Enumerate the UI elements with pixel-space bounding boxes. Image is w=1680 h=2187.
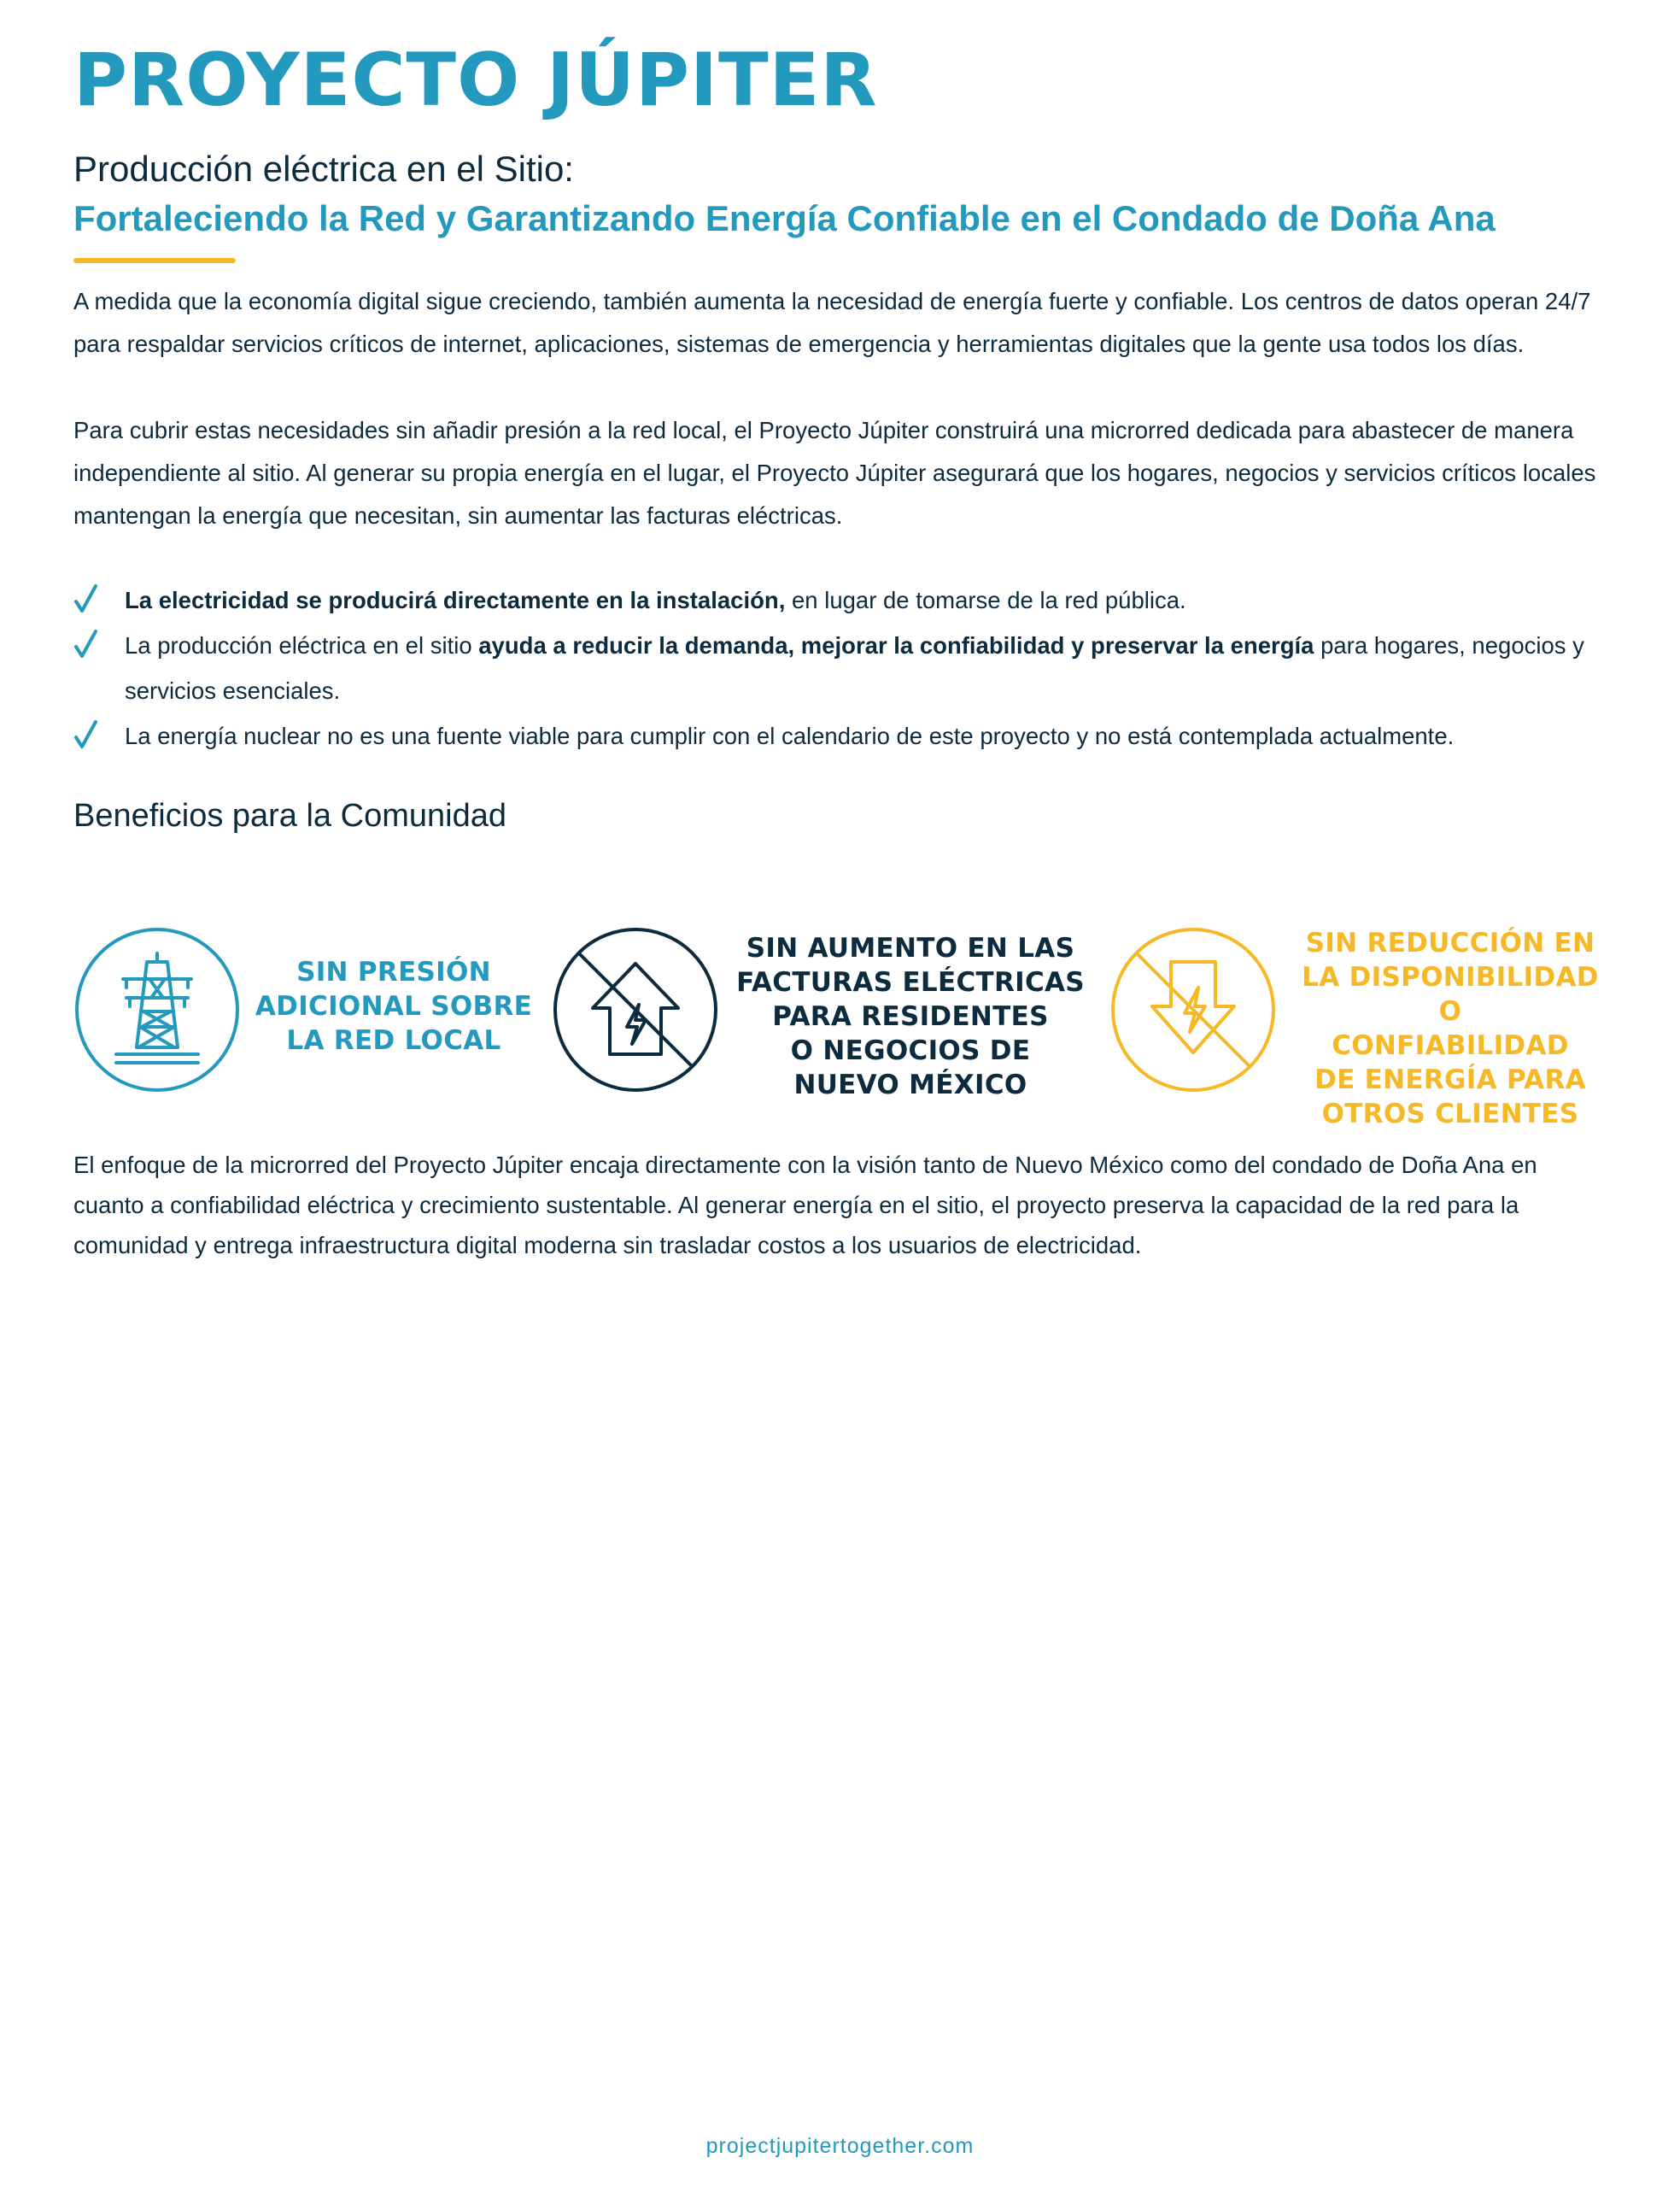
checklist-item-text: La energía nuclear no es una fuente viable para cumplir con el calendario de este proyecto y no está contemplada actualmente. bbox=[125, 722, 1455, 749]
benefits-row bbox=[73, 926, 1611, 1129]
checklist-item-bold: ayuda a reducir la demanda, mejorar la confiabilidad y preservar la energía bbox=[478, 631, 1314, 659]
document-page bbox=[73, 38, 1611, 1258]
subtitle-line-1: Producción eléctrica en el Sitio: bbox=[73, 148, 574, 189]
checklist-item bbox=[73, 578, 1611, 623]
benefit-label-1: SIN PRESIÓN ADICIONAL SOBRE LA RED LOCAL bbox=[255, 957, 533, 1056]
power-tower-icon bbox=[73, 926, 241, 1094]
footer-url[interactable]: projectjupitertogether.com bbox=[705, 2134, 975, 2158]
page-title: PROYECTO JÚPITER bbox=[73, 38, 878, 123]
checklist-item-text: para hogares, negocios y servicios esenciales. bbox=[125, 631, 1584, 704]
checklist-item bbox=[73, 623, 1611, 713]
checklist-item bbox=[73, 713, 1611, 759]
benefit-label-3: SIN REDUCCIÓN EN LA DISPONIBILIDAD O CONFIABILIDAD DE ENERGÍA PARA OTROS CLIENTES bbox=[1302, 928, 1599, 1129]
benefit-label-2: SIN AUMENTO EN LAS FACTURAS ELÉCTRICAS PARA RESIDENTES O NEGOCIOS DE NUEVO MÉXICO bbox=[736, 933, 1085, 1100]
checklist-item-text: La producción eléctrica en el sitio bbox=[125, 631, 479, 659]
checklist-item-text: en lugar de tomarse de la red pública. bbox=[785, 586, 1186, 613]
intro-paragraph-1: A medida que la economía digital sigue creciendo, también aumenta la necesidad de energía fuerte y confiable. Los centros de datos operan 24/7 para respaldar servicios críticos de internet, aplicaciones, sistemas de emergencia y herramientas digitales que la gente usa todos los días. bbox=[73, 287, 1591, 357]
checklist bbox=[73, 578, 1611, 759]
no-energy-reduction-icon bbox=[1109, 926, 1277, 1094]
intro-paragraph-2: Para cubrir estas necesidades sin añadir presión a la red local, el Proyecto Júpiter construirá una microrred dedicada para abastecer de manera independiente al sitio. Al generar su propia energía en el lugar, el Proyecto Júpiter asegurará que los hogares, negocios y servicios críticos locales mantengan la energía que necesitan, sin aumentar las facturas eléctricas. bbox=[73, 416, 1596, 529]
checklist-item-bold: La electricidad se producirá directamente en la instalación, bbox=[125, 586, 786, 613]
checkmark-icon bbox=[73, 628, 99, 662]
closing-paragraph: El enfoque de la microrred del Proyecto Júpiter encaja directamente con la visión tanto de Nuevo México como del condado de Doña Ana en cuanto a confiabilidad eléctrica y crecimiento sustentable. Al generar energía en el sitio, el proyecto preserva la capacidad de la red para la comunidad y entrega infraestructura digital moderna sin trasladar costos a los usuarios de electricidad. bbox=[73, 1152, 1537, 1258]
checkmark-icon bbox=[73, 583, 99, 617]
no-house-bill-increase-icon bbox=[552, 926, 719, 1094]
checkmark-icon bbox=[73, 718, 99, 753]
accent-rule bbox=[73, 258, 236, 263]
benefits-heading: Beneficios para la Comunidad bbox=[73, 797, 506, 834]
subtitle-line-2: Fortaleciendo la Red y Garantizando Energía Confiable en el Condado de Doña Ana bbox=[73, 198, 1496, 239]
